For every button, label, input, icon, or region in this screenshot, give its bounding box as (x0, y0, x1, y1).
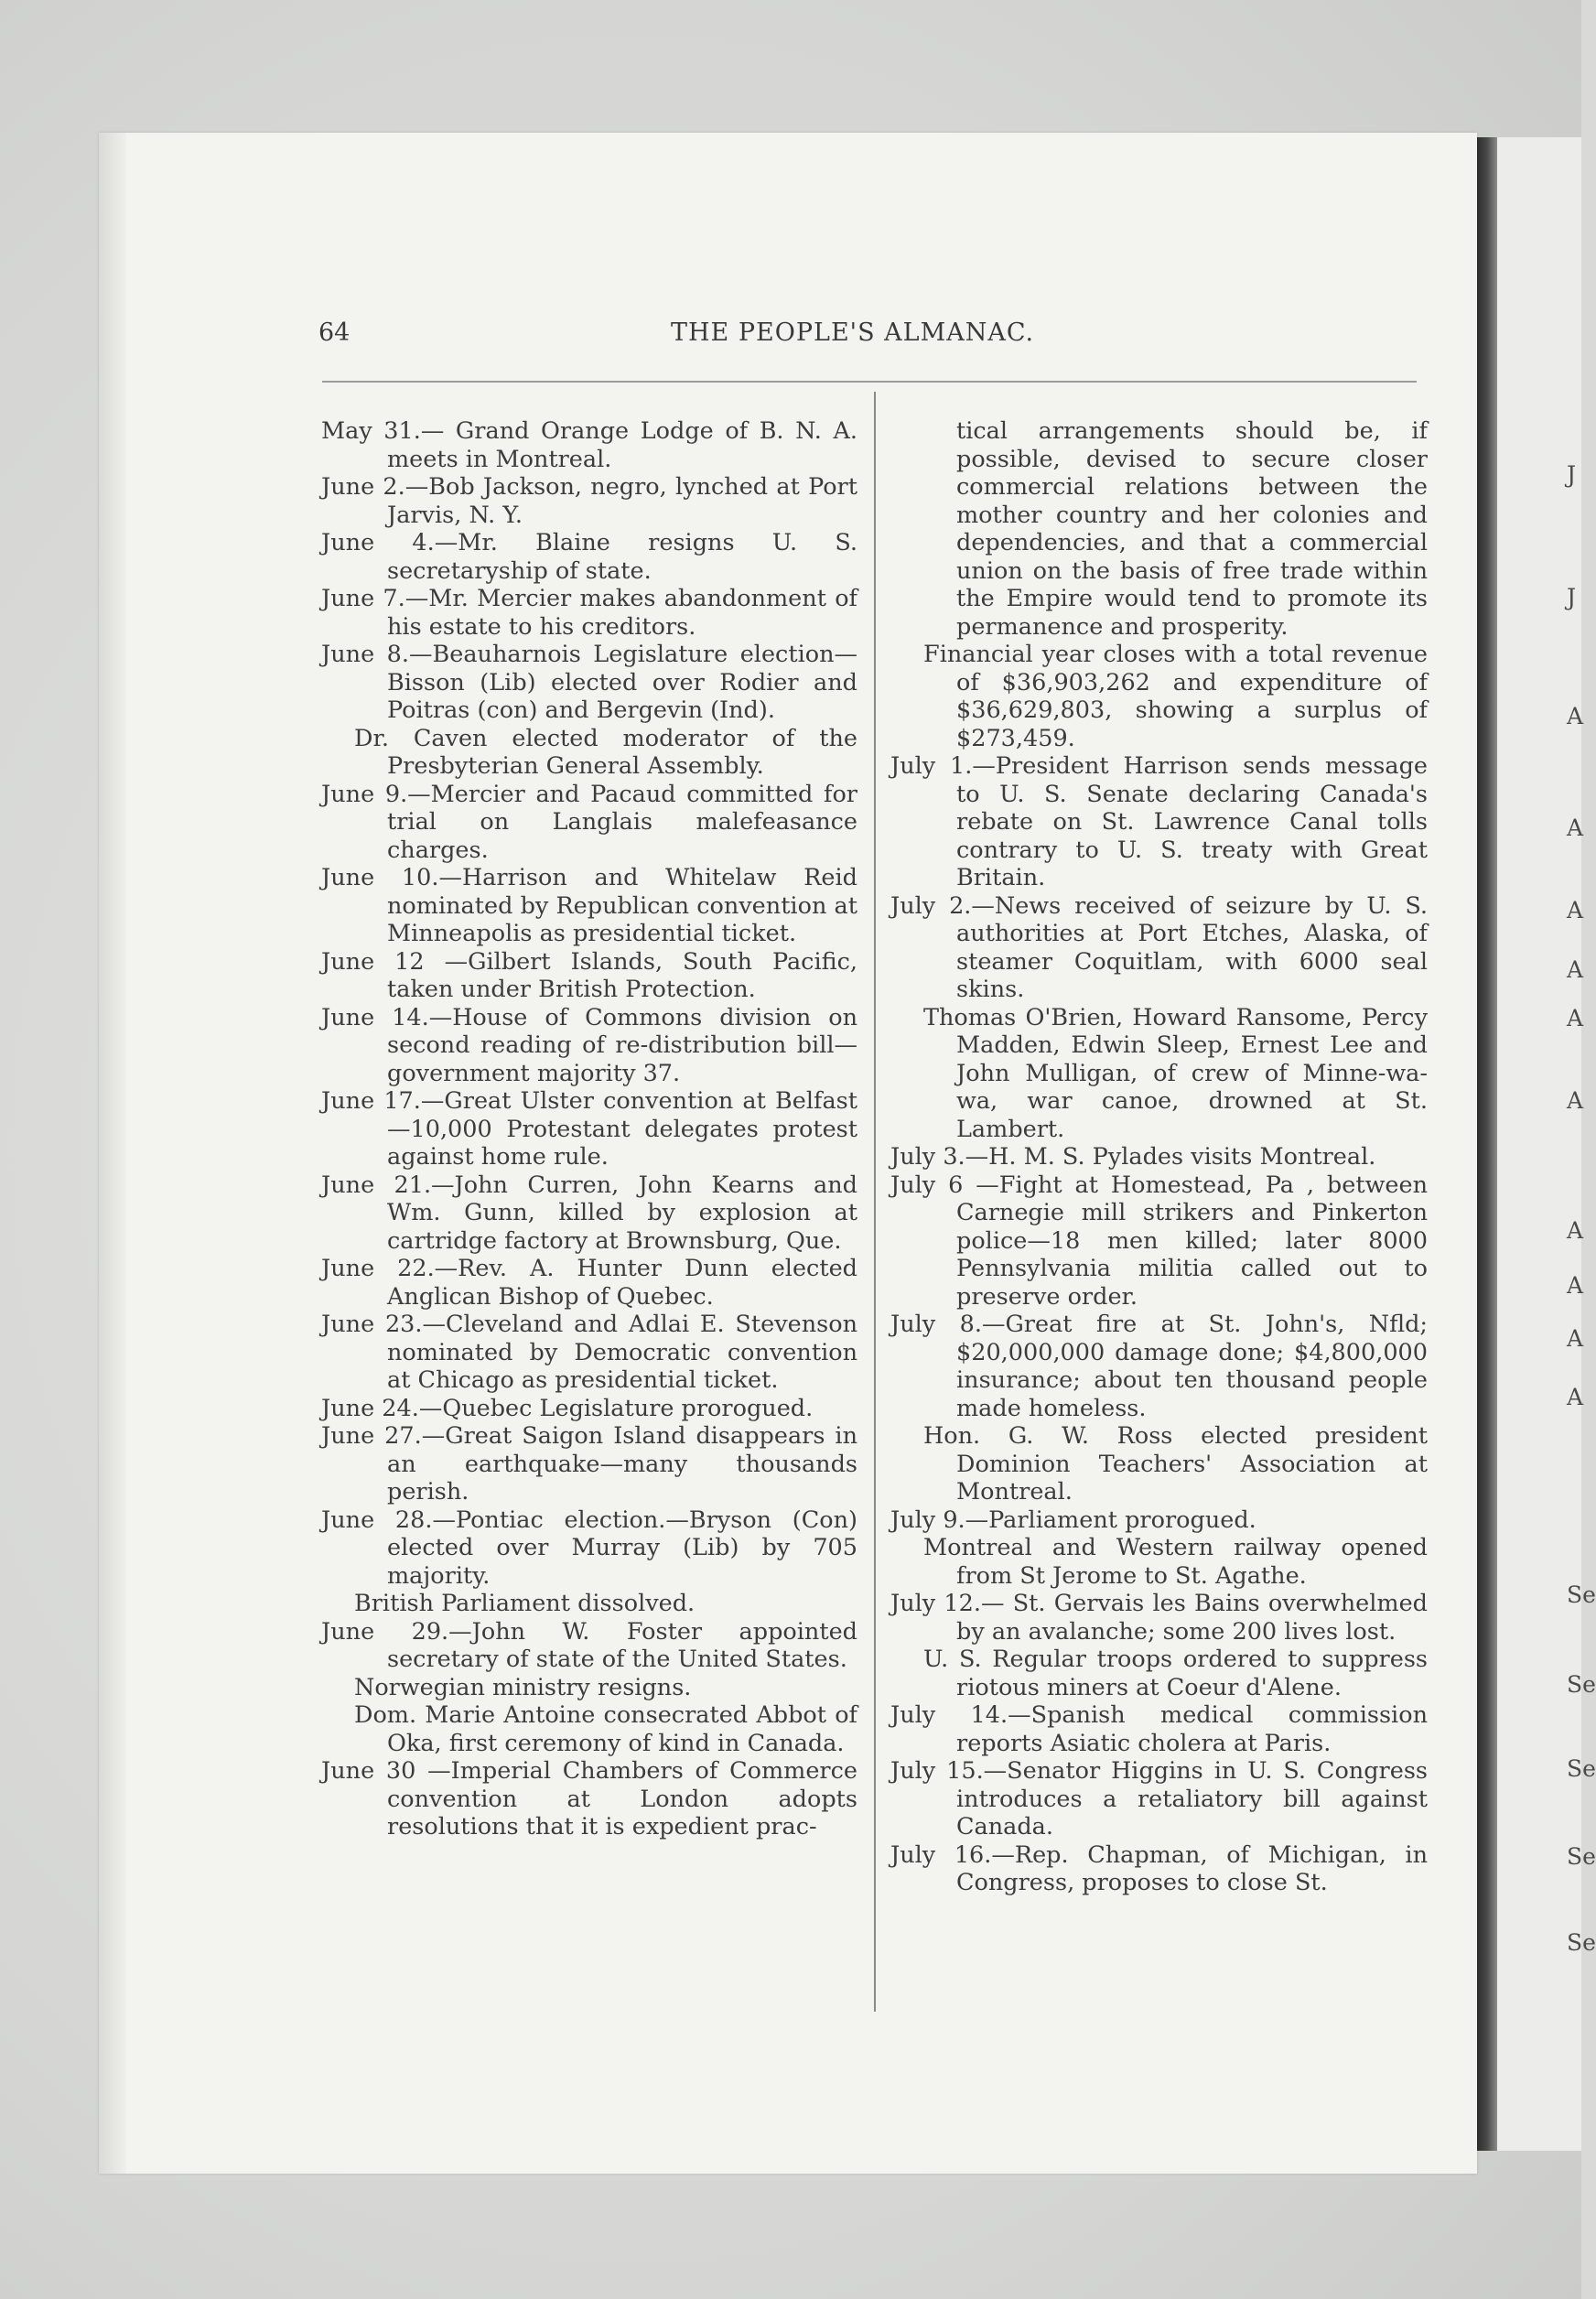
almanac-entry: June 21.—John Curren, John Kearns and Wm. Gunn, killed by explosion at cartridge factory at Brownsburg, Que. (321, 1171, 857, 1255)
almanac-entry: June 27.—Great Saigon Island disappears in an earthquake—many thousands perish. (321, 1422, 857, 1506)
almanac-entry: tical arrangements should be, if possible, devised to secure closer commercial relations between the mother country and her colonies and dependencies, and that a commercial union on the basis of free trade within the Empire would tend to promote its permanence and prosperity. (956, 417, 1428, 641)
almanac-sub-entry: Thomas O'Brien, Howard Ransome, Percy Madden, Edwin Sleep, Ernest Lee and John Mulligan, of crew of Minne-wa-wa, war canoe, drowned at St. Lambert. (923, 1003, 1428, 1143)
next-page-fragment: A (1567, 1005, 1584, 1031)
almanac-entry: July 6 —Fight at Homestead, Pa , between Carnegie mill strikers and Pinkerton police—18 men killed; later 8000 Pennsylvania militia called out to preserve order. (890, 1171, 1428, 1311)
next-page-fragment: A (1567, 897, 1584, 923)
next-page-fragment: Se (1567, 1929, 1596, 1956)
almanac-sub-entry: Dom. Marie Antoine consecrated Abbot of Oka, first ceremony of kind in Canada. (354, 1701, 857, 1757)
almanac-sub-entry: Montreal and Western railway opened from St Jerome to St. Agathe. (923, 1534, 1428, 1590)
almanac-entry: July 1.—President Harrison sends message to U. S. Senate declaring Canada's rebate on St. Lawrence Canal tolls contrary to U. S. treaty with Great Britain. (890, 752, 1428, 891)
next-page-fragment: Se (1567, 1843, 1596, 1870)
next-page-fragment: A (1567, 815, 1584, 841)
almanac-entry: July 14.—Spanish medical commission reports Asiatic cholera at Paris. (890, 1701, 1428, 1757)
next-page-fragment: A (1567, 1325, 1584, 1352)
almanac-entry: July 8.—Great fire at St. John's, Nfld; $20,000,000 damage done; $4,800,000 insurance; about ten thousand people made homeless. (890, 1311, 1428, 1422)
next-page-fragment: J (1567, 584, 1577, 610)
almanac-sub-entry: U. S. Regular troops ordered to suppress riotous miners at Coeur d'Alene. (923, 1646, 1428, 1701)
almanac-entry: June 24.—Quebec Legislature prorogued. (321, 1394, 814, 1422)
almanac-entry: July 15.—Senator Higgins in U. S. Congress introduces a retaliatory bill against Canada. (890, 1757, 1428, 1840)
next-page-fragment: Se (1567, 1755, 1596, 1782)
next-page-fragment: A (1567, 1087, 1584, 1114)
almanac-entry: June 23.—Cleveland and Adlai E. Stevenson nominated by Democratic convention at Chicago as presidential ticket. (321, 1311, 857, 1394)
next-page-fragment: Se (1567, 1581, 1596, 1608)
almanac-entry: June 9.—Mercier and Pacaud committed for trial on Langlais malefeasance charges. (321, 780, 857, 864)
almanac-entry: June 28.—Pontiac election.—Bryson (Con) elected over Murray (Lib) by 705 majority. (321, 1506, 857, 1590)
next-page-edge (1497, 137, 1596, 2151)
almanac-entry: July 12.— St. Gervais les Bains overwhelmed by an avalanche; some 200 lives lost. (890, 1590, 1428, 1646)
book-gutter (1477, 137, 1497, 2151)
right-column (890, 417, 1428, 1897)
almanac-entry: June 29.—John W. Foster appointed secretary of state of the United States. (321, 1617, 857, 1673)
almanac-entry: July 16.—Rep. Chapman, of Michigan, in Congress, proposes to close St. (890, 1840, 1428, 1896)
next-page-fragment: A (1567, 1384, 1584, 1410)
header-rule (322, 381, 1417, 383)
almanac-entry: June 17.—Great Ulster convention at Belfast—10,000 Protestant delegates protest against home rule. (321, 1087, 857, 1171)
next-page-fragment: A (1567, 956, 1584, 983)
page-header (0, 318, 1581, 355)
almanac-entry: June 7.—Mr. Mercier makes abandonment of his estate to his creditors. (321, 585, 857, 641)
almanac-entry: June 4.—Mr. Blaine resigns U. S. secretaryship of state. (321, 529, 857, 585)
almanac-sub-entry: Norwegian ministry resigns. (354, 1673, 692, 1701)
column-divider (874, 392, 876, 2012)
almanac-entry: June 30 —Imperial Chambers of Commerce convention at London adopts resolutions that it is expedient prac- (321, 1757, 857, 1840)
almanac-entry: June 14.—House of Commons division on second reading of re-distribution bill—government majority 37. (321, 1003, 857, 1087)
page-edge-shadow (99, 133, 126, 2174)
next-page-fragment: A (1567, 703, 1584, 729)
next-page-fragment: A (1567, 1217, 1584, 1244)
next-page-fragment: J (1567, 461, 1577, 488)
almanac-entry: May 31.— Grand Orange Lodge of B. N. A. meets in Montreal. (321, 417, 857, 473)
almanac-sub-entry: Financial year closes with a total revenue of $36,903,262 and expenditure of $36,629,803, showing a surplus of $273,459. (923, 641, 1428, 752)
almanac-sub-entry: Dr. Caven elected moderator of the Presbyterian General Assembly. (354, 724, 857, 780)
almanac-entry: July 2.—News received of seizure by U. S. authorities at Port Etches, Alaska, of steamer Coquitlam, with 6000 seal skins. (890, 891, 1428, 1003)
almanac-entry: July 3.—H. M. S. Pylades visits Montreal. (890, 1143, 1376, 1171)
almanac-sub-entry: British Parliament dissolved. (354, 1590, 696, 1617)
next-page-fragment: A (1567, 1272, 1584, 1299)
almanac-entry: June 8.—Beauharnois Legislature election—Bisson (Lib) elected over Rodier and Poitras (con) and Bergevin (Ind). (321, 641, 857, 724)
almanac-entry: June 10.—Harrison and Whitelaw Reid nominated by Republican convention at Minneapolis as presidential ticket. (321, 864, 857, 947)
next-page-fragment: Se (1567, 1671, 1596, 1698)
almanac-entry: July 9.—Parliament prorogued. (890, 1506, 1256, 1534)
almanac-sub-entry: Hon. G. W. Ross elected president Dominion Teachers' Association at Montreal. (923, 1422, 1428, 1506)
page-number: 64 (318, 318, 350, 347)
almanac-entry: June 22.—Rev. A. Hunter Dunn elected Anglican Bishop of Quebec. (321, 1255, 857, 1311)
running-title: THE PEOPLE'S ALMANAC. (671, 318, 1035, 347)
almanac-entry: June 2.—Bob Jackson, negro, lynched at Port Jarvis, N. Y. (321, 473, 857, 529)
almanac-entry: June 12 —Gilbert Islands, South Pacific, taken under British Protection. (321, 947, 857, 1003)
left-column (321, 417, 857, 1841)
